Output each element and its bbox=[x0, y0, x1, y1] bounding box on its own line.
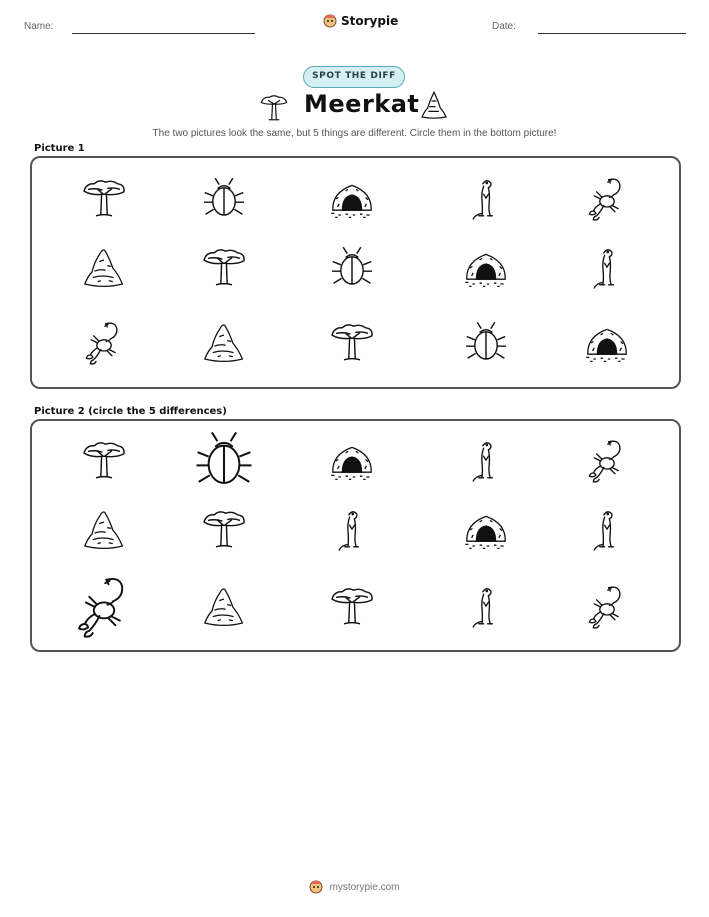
footer bbox=[0, 880, 709, 894]
meerkat-icon[interactable] bbox=[583, 506, 631, 554]
date-label: Date: bbox=[492, 21, 516, 32]
scorpion-icon[interactable] bbox=[583, 583, 631, 631]
burrow-icon[interactable] bbox=[583, 319, 631, 367]
scorpion-icon[interactable] bbox=[583, 175, 631, 223]
meerkat-icon[interactable] bbox=[328, 506, 376, 554]
instructions: The two pictures look the same, but 5 things are different. Circle them in the bottom picture! bbox=[152, 128, 557, 139]
burrow-icon[interactable] bbox=[462, 244, 510, 292]
termite-mound-icon[interactable] bbox=[80, 506, 128, 554]
burrow-icon[interactable] bbox=[462, 506, 510, 554]
brand-name: Storypie bbox=[341, 14, 399, 28]
beetle-icon[interactable] bbox=[462, 319, 510, 367]
beetle-icon[interactable] bbox=[328, 244, 376, 292]
termite-mound-icon[interactable] bbox=[200, 583, 248, 631]
meerkat-icon[interactable] bbox=[462, 583, 510, 631]
tree-icon[interactable] bbox=[200, 506, 248, 554]
meerkat-icon[interactable] bbox=[462, 175, 510, 223]
tree-icon[interactable] bbox=[80, 437, 128, 485]
picture-1-label: Picture 1 bbox=[34, 143, 85, 154]
scorpion-icon[interactable] bbox=[70, 573, 138, 641]
spot-the-diff-badge: SPOT THE DIFF bbox=[303, 66, 405, 88]
brand-logo bbox=[323, 14, 398, 28]
tree-icon[interactable] bbox=[328, 319, 376, 367]
name-line[interactable] bbox=[72, 33, 255, 34]
beetle-icon[interactable] bbox=[191, 428, 257, 494]
termite-mound-icon[interactable] bbox=[200, 319, 248, 367]
burrow-icon[interactable] bbox=[328, 175, 376, 223]
footer-url[interactable]: mystorypie.com bbox=[329, 881, 400, 893]
meerkat-icon[interactable] bbox=[583, 244, 631, 292]
storypie-mascot-icon bbox=[323, 14, 337, 28]
picture-2-label: Picture 2 (circle the 5 differences) bbox=[34, 406, 227, 417]
page-title: Meerkat bbox=[304, 90, 420, 118]
storypie-mascot-icon bbox=[309, 880, 323, 894]
scorpion-icon[interactable] bbox=[80, 319, 128, 367]
termite-mound-icon bbox=[418, 89, 450, 121]
tree-icon[interactable] bbox=[200, 244, 248, 292]
burrow-icon[interactable] bbox=[328, 437, 376, 485]
date-line[interactable] bbox=[538, 33, 686, 34]
termite-mound-icon[interactable] bbox=[80, 244, 128, 292]
meerkat-icon[interactable] bbox=[462, 437, 510, 485]
scorpion-icon[interactable] bbox=[583, 437, 631, 485]
beetle-icon[interactable] bbox=[200, 175, 248, 223]
tree-icon[interactable] bbox=[80, 175, 128, 223]
tree-icon bbox=[258, 92, 290, 122]
tree-icon[interactable] bbox=[328, 583, 376, 631]
name-label: Name: bbox=[24, 21, 54, 32]
